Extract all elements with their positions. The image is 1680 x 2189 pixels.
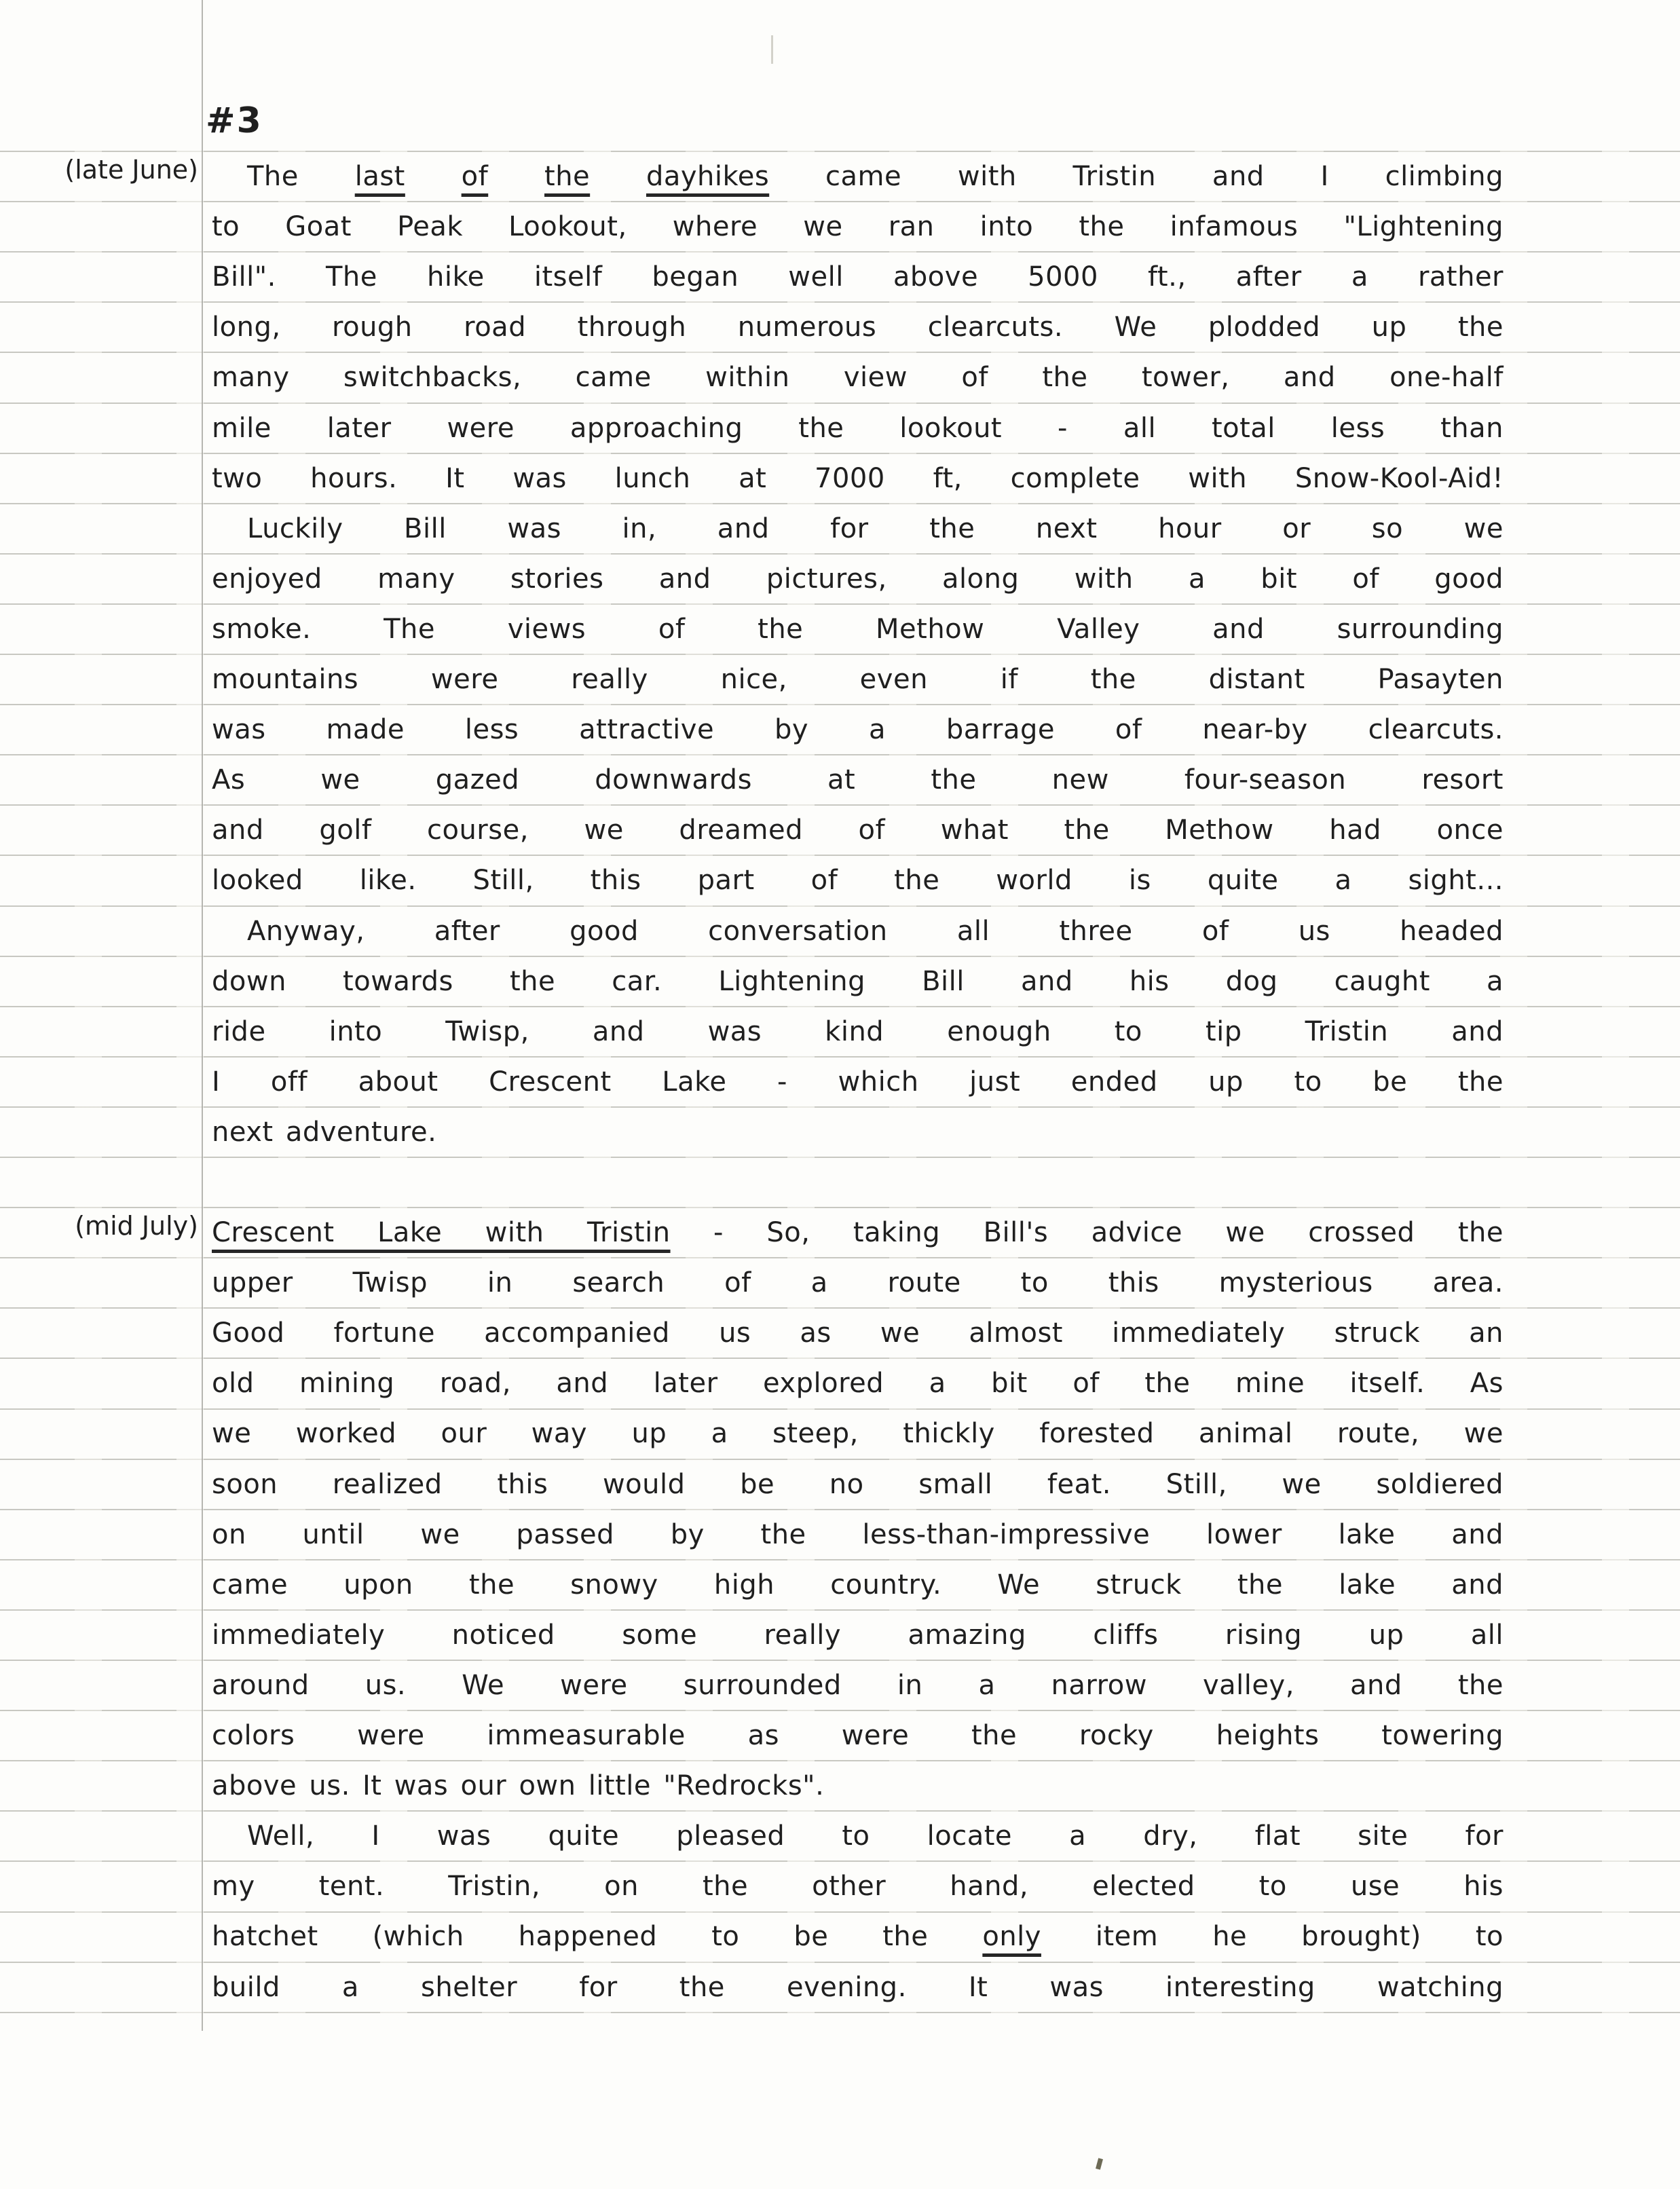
journal-line	[212, 503, 1504, 553]
handwritten-text	[405, 161, 462, 192]
handwritten-text: came upon the snowy high country. We struck the lake and	[212, 1569, 1504, 1601]
handwritten-text: down towards the car. Lightening Bill and his dog caught a	[212, 965, 1504, 997]
handwritten-text: Bill". The hike itself began well above 5000 ft., after a rather	[212, 261, 1504, 293]
journal-line	[212, 301, 1504, 352]
journal-line	[212, 905, 1504, 956]
handwritten-text: was made less attractive by a barrage of near-by clearcuts.	[212, 714, 1504, 746]
entry-mid-july	[212, 1207, 1504, 2062]
handwritten-text: above us. It was our own little "Redrocks".	[212, 1770, 825, 1802]
handwritten-text: around us. We were surrounded in a narrow valley, and the	[212, 1669, 1504, 1701]
handwritten-text: - So, taking Bill's advice we crossed the	[670, 1217, 1504, 1248]
handwritten-text: smoke. The views of the Methow Valley and surrounding	[212, 613, 1504, 645]
journal-line	[212, 1358, 1504, 1408]
journal-line	[212, 201, 1504, 251]
handwritten-text: and golf course, we dreamed of what the Methow had once	[212, 815, 1504, 846]
underlined-text: Crescent Lake with Tristin	[212, 1217, 671, 1248]
handwritten-text: long, rough road through numerous clearcuts. We plodded up the	[212, 312, 1504, 343]
journal-line	[212, 1760, 1504, 1810]
journal-line	[212, 1408, 1504, 1458]
scan-artifact	[771, 35, 773, 64]
journal-line	[212, 1459, 1504, 1509]
journal-line	[212, 1810, 1504, 1860]
journal-line	[212, 956, 1504, 1006]
handwritten-text: The	[247, 161, 355, 192]
journal-line	[212, 603, 1504, 654]
handwritten-text: As we gazed downwards at the new four-season resort	[212, 764, 1504, 796]
handwritten-text: immediately noticed some really amazing cliffs rising up all	[212, 1619, 1504, 1651]
handwritten-text: looked like. Still, this part of the world is quite a sight...	[212, 865, 1504, 897]
page-number: #3	[206, 100, 263, 141]
underlined-text: the	[544, 161, 591, 192]
underlined-text: last	[354, 161, 405, 192]
journal-line	[212, 151, 1504, 201]
handwritten-text: two hours. It was lunch at 7000 ft, complete with Snow-Kool-Aid!	[212, 462, 1504, 494]
handwritten-text: many switchbacks, came within view of the tower, and one-half	[212, 362, 1504, 394]
handwritten-text: my tent. Tristin, on the other hand, elected to use his	[212, 1871, 1504, 1903]
journal-line	[212, 1509, 1504, 1559]
journal-line	[212, 1257, 1504, 1307]
journal-line	[212, 1609, 1504, 1660]
journal-line	[212, 804, 1504, 855]
handwritten-text: old mining road, and later explored a bit of the mine itself. As	[212, 1368, 1504, 1400]
handwritten-text: on until we passed by the less-than-impressive lower lake and	[212, 1518, 1504, 1550]
handwritten-text: hatchet (which happened to be the	[212, 1921, 983, 1953]
entry-late-june	[212, 151, 1504, 1210]
handwritten-text	[590, 161, 646, 192]
handwritten-text: Anyway, after good conversation all three of us headed	[247, 915, 1504, 947]
underlined-text: of	[461, 161, 489, 192]
journal-line	[212, 251, 1504, 301]
handwritten-text: I off about Crescent Lake - which just ended up to be the	[212, 1066, 1504, 1098]
journal-line	[212, 453, 1504, 503]
date-note-mid-july: (mid July)	[75, 1211, 198, 1241]
journal-line	[212, 403, 1504, 453]
journal-line	[212, 704, 1504, 754]
handwritten-text: enjoyed many stories and pictures, along with a bit of good	[212, 563, 1504, 595]
journal-line	[212, 1962, 1504, 2012]
journal-line	[212, 1710, 1504, 1760]
journal-line	[212, 1207, 1504, 1257]
scan-artifact	[1096, 2158, 1103, 2169]
journal-line	[212, 1559, 1504, 1609]
date-note-late-june: (late June)	[64, 155, 198, 185]
journal-line	[212, 1911, 1504, 1961]
handwritten-text: mile later were approaching the lookout - all total less than	[212, 412, 1504, 444]
handwritten-text: build a shelter for the evening. It was interesting watching	[212, 1971, 1504, 2003]
journal-line	[212, 1660, 1504, 1710]
handwritten-text: colors were immeasurable as were the rocky heights towering	[212, 1720, 1504, 1751]
journal-line	[212, 553, 1504, 603]
handwritten-text: to Goat Peak Lookout, where we ran into the infamous "Lightening	[212, 211, 1504, 243]
margin-rule-line	[202, 0, 203, 2031]
journal-line	[212, 1860, 1504, 1911]
handwritten-text: next adventure.	[212, 1116, 437, 1148]
handwritten-text: came with Tristin and I climbing	[769, 161, 1504, 192]
journal-line	[212, 1056, 1504, 1106]
journal-line	[212, 855, 1504, 905]
handwritten-text	[488, 161, 544, 192]
journal-line	[212, 654, 1504, 704]
handwritten-text: soon realized this would be no small feat. Still, we soldiered	[212, 1468, 1504, 1500]
journal-line	[212, 1106, 1504, 1157]
handwritten-text: Well, I was quite pleased to locate a dry, flat site for	[247, 1820, 1504, 1852]
handwritten-text: we worked our way up a steep, thickly forested animal route, we	[212, 1418, 1504, 1450]
journal-line	[212, 352, 1504, 402]
handwritten-text: Good fortune accompanied us as we almost immediately struck an	[212, 1317, 1504, 1349]
handwritten-text: upper Twisp in search of a route to this mysterious area.	[212, 1267, 1504, 1299]
underlined-text: dayhikes	[646, 161, 770, 192]
handwritten-text: item he brought) to	[1041, 1921, 1504, 1953]
handwritten-text: mountains were really nice, even if the distant Pasayten	[212, 664, 1504, 695]
journal-line	[212, 1006, 1504, 1056]
handwritten-text: Luckily Bill was in, and for the next hour or so we	[247, 512, 1504, 544]
underlined-text: only	[982, 1921, 1041, 1953]
journal-line	[212, 1307, 1504, 1358]
journal-line	[212, 754, 1504, 804]
handwritten-text: ride into Twisp, and was kind enough to tip Tristin and	[212, 1015, 1504, 1047]
